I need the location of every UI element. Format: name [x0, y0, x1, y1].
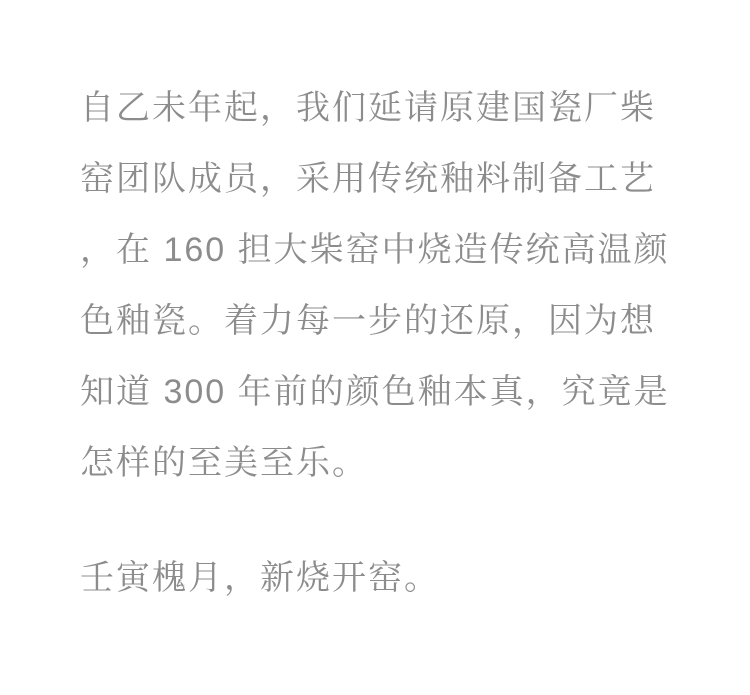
text-line: 自乙未年起，我们延请原建国瓷厂柴 — [80, 89, 656, 127]
text-line: 怎样的至美至乐。 — [80, 444, 368, 482]
paragraph-2 — [80, 543, 678, 614]
text-line: 壬寅槐月，新烧开窑。 — [80, 559, 440, 597]
text-line: 窑团队成员，采用传统釉料制备工艺 — [80, 160, 656, 198]
text-line: 色釉瓷。着力每一步的还原，因为想 — [80, 302, 656, 340]
text-line: 知道 300 年前的颜色釉本真，究竟是 — [80, 373, 670, 411]
paragraph-1 — [80, 73, 678, 499]
text-line: ，在 160 担大柴窑中烧造传统高温颜 — [80, 231, 670, 269]
